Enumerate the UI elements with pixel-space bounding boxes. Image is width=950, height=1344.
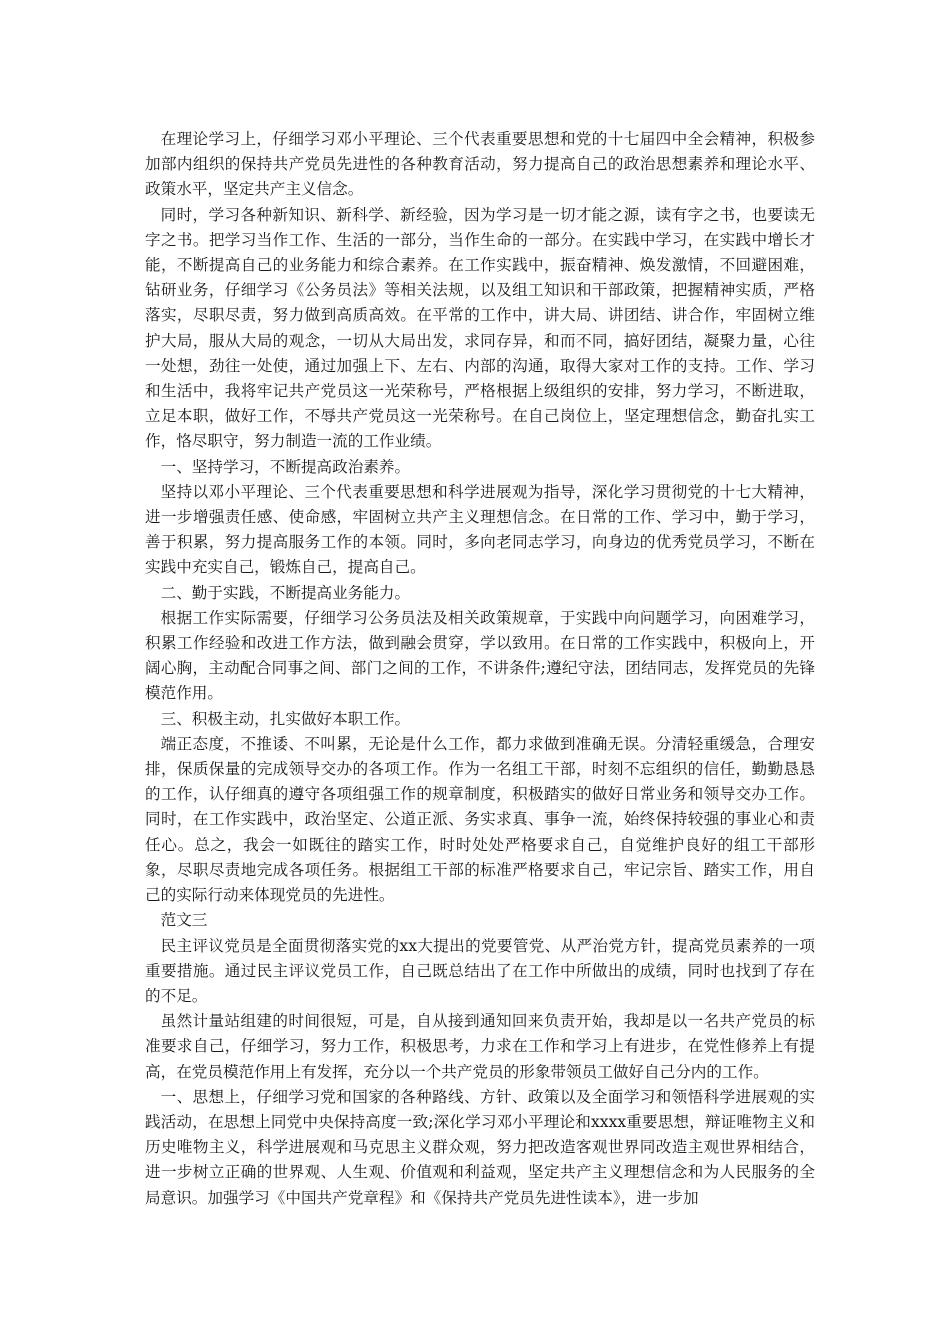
paragraph: 虽然计量站组建的时间很短，可是，自从接到通知回来负责开始，我却是以一名共产党员的标准要求自己，仔细学习，努力工作，积极思考，力求在工作和学习上有进步，在党性修养上有提高，在党员模范作用上有发挥，充分以一个共产党员的形象带领员工做好自己分内的工作。 xyxy=(145,1012,815,1081)
paragraph: 一、思想上，仔细学习党和国家的各种路线、方针、政策以及全面学习和领悟科学进展观的实践活动，在思想上同党中央保持高度一致;深化学习邓小平理论和xxxx重要思想，辩证唯物主义和历史唯物主义，科学进展观和马克思主义群众观，努力把改造客观世界同改造主观世界相结合，进一步树立正确的世界观、人生观、价值观和利益观，坚定共产主义理想信念和为人民服务的全局意识。加强学习《中国共产党章程》和《保持共产党员先进性读本》，进一步加 xyxy=(145,1087,815,1207)
paragraph: 根据工作实际需要，仔细学习公务员法及相关政策规章，于实践中向问题学习，向困难学习，积累工作经验和改进工作方法，做到融会贯穿，学以致用。在日常的工作实践中，积极向上，开阔心胸，主动配合同事之间、部门之间的工作，不讲条件;遵纪守法，团结同志，发挥党员的先锋模范作用。 xyxy=(145,608,815,703)
paragraph: 端正态度，不推诿、不叫累，无论是什么工作，都力求做到准确无误。分清轻重缓急，合理安排，保质保量的完成领导交办的各项工作。作为一名组工干部，时刻不忘组织的信任，勤勤恳恳的工作，认仔细真的遵守各项组强工作的规章制度，积极踏实的做好日常业务和领导交办工作。同时，在工作实践中，政治坚定、公道正派、务实求真、事争一流，始终保持较强的事业心和责任心。总之，我会一如既往的踏实工作，时时处处严格要求自己，自觉维护良好的组工干部形象，尽职尽责地完成各项任务。根据组工干部的标准严格要求自己，牢记宗旨、踏实工作，用自己的实际行动来体现党员的先进性。 xyxy=(145,734,815,905)
section-title: 范文三 xyxy=(160,911,208,930)
paragraph: 在理论学习上，仔细学习邓小平理论、三个代表重要思想和党的十七届四中全会精神，积极参加部内组织的保持共产党员先进性的各种教育活动，努力提高自己的政治思想素养和理论水平、政策水平，坚定共产主义信念。 xyxy=(145,130,815,199)
document-body xyxy=(145,127,815,1211)
section-heading: 一、坚持学习，不断提高政治素养。 xyxy=(160,457,411,476)
section-heading: 三、积极主动，扎实做好本职工作。 xyxy=(160,709,411,728)
paragraph: 坚持以邓小平理论、三个代表重要思想和科学进展观为指导，深化学习贯彻党的十七大精神，进一步增强责任感、使命感，牢固树立共产主义理想信念。在日常的工作、学习中，勤于学习，善于积累，努力提高服务工作的本领。同时，多向老同志学习，向身边的优秀党员学习，不断在实践中充实自己，锻炼自己，提高自己。 xyxy=(145,482,815,577)
paragraph: 民主评议党员是全面贯彻落实党的xx大提出的党要管党、从严治党方针，提高党员素养的一项重要措施。通过民主评议党员工作，自己既总结出了在工作中所做出的成绩，同时也找到了存在的不足。 xyxy=(145,936,815,1005)
paragraph: 同时，学习各种新知识、新科学、新经验，因为学习是一切才能之源，读有字之书，也要读无字之书。把学习当作工作、生活的一部分，当作生命的一部分。在实践中学习，在实践中增长才能，不断提高自己的业务能力和综合素养。在工作实践中，振奋精神、焕发激情，不回避困难，钻研业务，仔细学习《公务员法》等相关法规，以及组工知识和干部政策，把握精神实质，严格落实，尽职尽责，努力做到高质高效。在平常的工作中，讲大局、讲团结、讲合作，牢固树立维护大局，服从大局的观念，一切从大局出发，求同存异，和而不同，搞好团结，凝聚力量，心往一处想，劲往一处使，通过加强上下、左右、内部的沟通，取得大家对工作的支持。工作、学习和生活中，我将牢记共产党员这一光荣称号，严格根据上级组织的安排，努力学习，不断进取，立足本职，做好工作，不辱共产党员这一光荣称号。在自己岗位上，坚定理想信念，勤奋扎实工作，恪尽职守，努力制造一流的工作业绩。 xyxy=(145,205,815,451)
section-heading: 二、勤于实践，不断提高业务能力。 xyxy=(160,583,411,602)
